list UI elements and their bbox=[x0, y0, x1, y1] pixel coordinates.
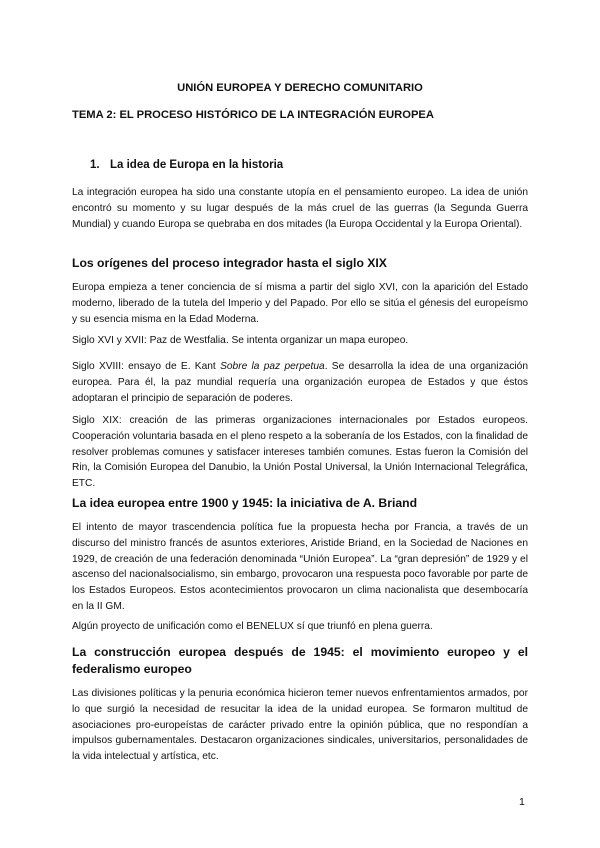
document-subtitle: TEMA 2: EL PROCESO HISTÓRICO DE LA INTEGRACIÓN EUROPEA bbox=[72, 109, 434, 121]
paragraph-1945: Las divisiones políticas y la penuria económica hicieron temer nuevos enfrentamientos armados, por lo que surgió la necesidad de resucitar la idea de la unidad europea. Se formaron multitud de asociaciones pro-europeístas de carácter privado entre la opinión pública, que no respondían a impulsos gubernamentales. Destacaron organizaciones sindicales, universitarios, personalidades de la vida intelectual y artística, etc. bbox=[72, 688, 528, 763]
document-title: UNIÓN EUROPEA Y DERECHO COMUNITARIO bbox=[177, 82, 423, 94]
paragraph-intro: La integración europea ha sido una constante utopía en el pensamiento europeo. La idea de unión encontró su momento y su lugar después de la más cruel de las guerras (la Segunda Guerra Mundial) y cuando Europa se quebraba en dos mitades (la Europa Occidental y la Europa Oriental). bbox=[72, 187, 528, 230]
paragraph-westfalia: Siglo XVI y XVII: Paz de Westfalia. Se intenta organizar un mapa europeo. bbox=[72, 335, 409, 346]
section-title: La idea de Europa en la historia bbox=[110, 159, 284, 171]
paragraph-origins: Europa empieza a tener conciencia de sí misma a partir del siglo XVI, con la aparición del Estado moderno, liberado de la tutela del Imperio y del Papado. Por ello se sitúa el génesis del europeísmo y su esencia misma en la Edad Moderna. bbox=[72, 282, 528, 325]
section-number: 1. bbox=[90, 159, 100, 171]
paragraph-siglo-xix: Siglo XIX: creación de las primeras organizaciones internacionales por Estados europeos. Cooperación voluntaria basada en el pleno respeto a la soberanía de los Estados, con la finalidad de resolver problemas comunes y satisfacer intereses también comunes. Estas fueron la Comisión del Rin, la Comisión Europea del Danubio, la Unión Postal Universal, la Unión Internacional Telegráfica, ETC. bbox=[72, 415, 528, 490]
kant-text-b: . Se desarrolla la idea de una organización europea. Para él, la paz mundial requería una organización europea de Estados y que éstos adoptaran el principio de separación de poderes. bbox=[72, 361, 529, 404]
heading-briand: La idea europea entre 1900 y 1945: la iniciativa de A. Briand bbox=[72, 496, 418, 510]
page-number: 1 bbox=[519, 796, 525, 808]
paragraph-benelux: Algún proyecto de unificación como el BENELUX sí que triunfó en plena guerra. bbox=[72, 621, 433, 632]
paragraph-kant bbox=[72, 359, 528, 406]
paragraph-briand: El intento de mayor trascendencia política fue la propuesta hecha por Francia, a través de un discurso del ministro francés de asuntos exteriores, Aristide Briand, en la Sociedad de Naciones en 1929, de creación de una federación denominada “Unión Europea”. La “gran depresión” de 1929 y el ascenso del nacionalsocialismo, sin embargo, provocaron una respuesta poco favorable por parte de los Estados Europeos. Estos acontecimientos provocaron un clima nacionalista que desembocaría en la II GM. bbox=[72, 522, 528, 612]
heading-1945: La construcción europea después de 1945: el movimiento europeo y el federalismo europeo bbox=[72, 645, 528, 676]
section-heading-1 bbox=[72, 159, 283, 171]
heading-origins: Los orígenes del proceso integrador hasta el siglo XIX bbox=[72, 256, 387, 270]
kant-text-a: Siglo XVIII: ensayo de E. Kant bbox=[72, 361, 221, 372]
kant-book-title: Sobre la paz perpetua bbox=[220, 361, 325, 372]
